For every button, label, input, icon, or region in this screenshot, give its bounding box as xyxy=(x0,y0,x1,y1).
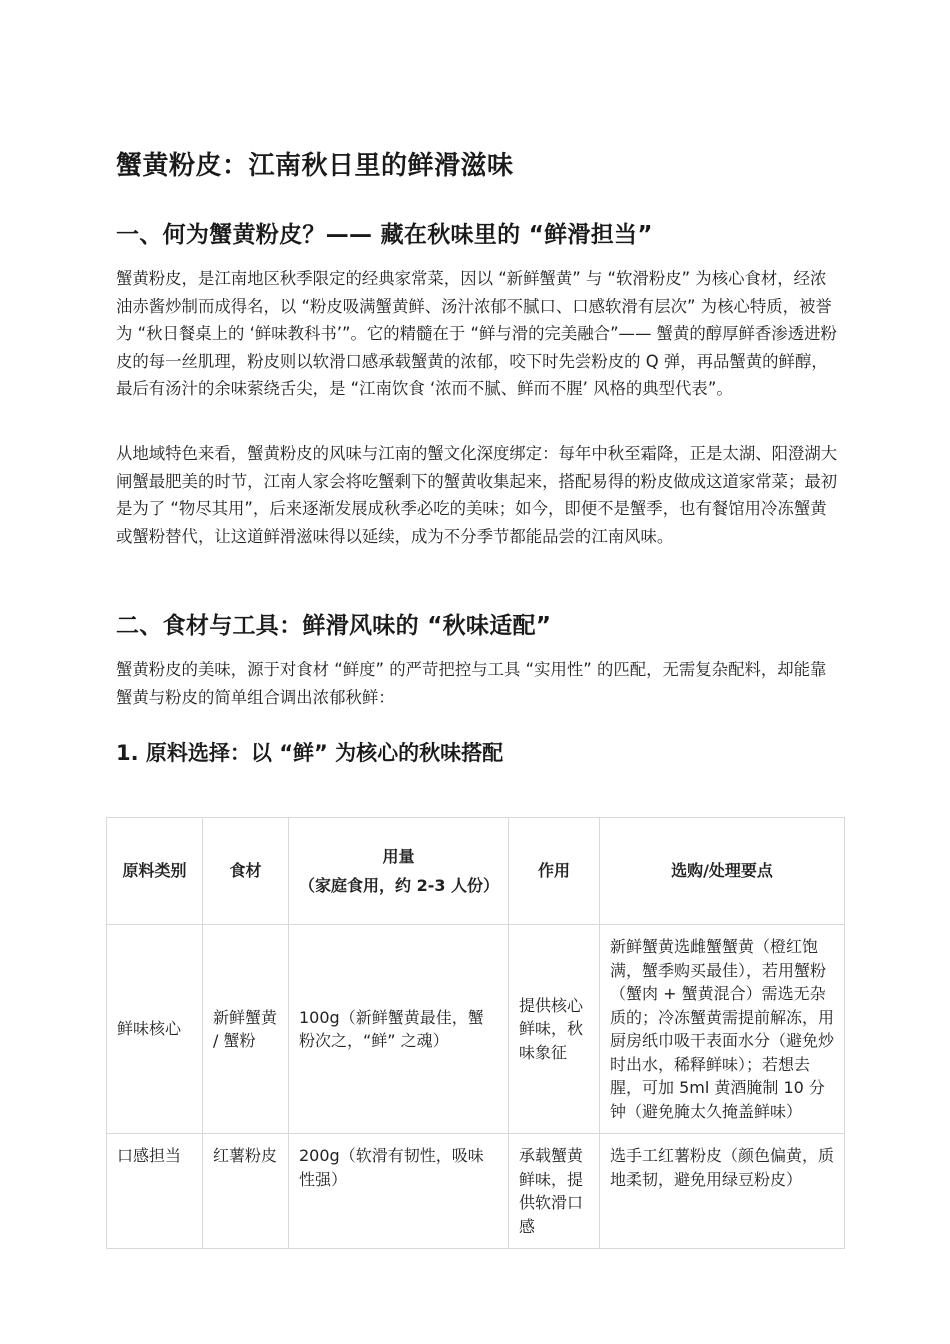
header-amount-line2: （家庭食用，约 2-3 人份） xyxy=(299,876,500,895)
cell-amount: 100g（新鲜蟹黄最佳，蟹粉次之，“鲜” 之魂） xyxy=(289,925,509,1134)
cell-role: 承载蟹黄鲜味，提供软滑口感 xyxy=(509,1134,600,1249)
section-1-paragraph-1: 蟹黄粉皮，是江南地区秋季限定的经典家常菜，因以 “新鲜蟹黄” 与 “软滑粉皮” 为核心食材，经浓油赤酱炒制而成得名，以 “粉皮吸满蟹黄鲜、汤汁浓郁不腻口、口感软滑有层次” 为核心特质，被誉为 “秋日餐桌上的 ‘鲜味教科书’”。它的精髓在于 “鲜与滑的完美融合”—— 蟹黄的醇厚鲜香渗透进粉皮的每一丝肌理，粉皮则以软滑口感承载蟹黄的浓郁，咬下时先尝粉皮的 Q 弹，再品蟹黄的鲜醇，最后有汤汁的余味萦绕舌尖，是 “江南饮食 ‘浓而不腻、鲜而不腥’ 风格的典型代表”。 xyxy=(116,269,837,399)
header-amount xyxy=(289,818,509,925)
cell-ingredient: 红薯粉皮 xyxy=(203,1134,289,1249)
header-role: 作用 xyxy=(509,818,600,925)
ingredients-table xyxy=(106,817,845,1249)
table-row xyxy=(107,925,845,1134)
header-ingredient: 食材 xyxy=(203,818,289,925)
cell-amount: 200g（软滑有韧性，吸味性强） xyxy=(289,1134,509,1249)
cell-category: 鲜味核心 xyxy=(107,925,203,1134)
cell-ingredient: 新鲜蟹黄 / 蟹粉 xyxy=(203,925,289,1134)
header-category: 原料类别 xyxy=(107,818,203,925)
header-tips: 选购/处理要点 xyxy=(600,818,845,925)
cell-category: 口感担当 xyxy=(107,1134,203,1249)
header-amount-line1: 用量 xyxy=(382,846,415,866)
cell-tips: 选手工红薯粉皮（颜色偏黄，质地柔韧，避免用绿豆粉皮） xyxy=(600,1134,845,1249)
section-2-paragraph-1: 蟹黄粉皮的美味，源于对食材 “鲜度” 的严苛把控与工具 “实用性” 的匹配，无需复杂配料，却能靠蟹黄与粉皮的简单组合调出浓郁秋鲜： xyxy=(116,660,827,707)
section-1-heading: 一、何为蟹黄粉皮？—— 藏在秋味里的 “鲜滑担当” xyxy=(116,222,653,248)
section-1-paragraph-2: 从地域特色来看，蟹黄粉皮的风味与江南的蟹文化深度绑定：每年中秋至霜降，正是太湖、阳澄湖大闸蟹最肥美的时节，江南人家会将吃蟹剩下的蟹黄收集起来，搭配易得的粉皮做成这道家常菜；最初是为了 “物尽其用”，后来逐渐发展成秋季必吃的美味；如今，即便不是蟹季，也有餐馆用冷冻蟹黄或蟹粉替代，让这道鲜滑滋味得以延续，成为不分季节都能品尝的江南风味。 xyxy=(116,444,838,546)
subsection-1-heading: 1. 原料选择：以 “鲜” 为核心的秋味搭配 xyxy=(116,741,504,765)
page-title: 蟹黄粉皮：江南秋日里的鲜滑滋味 xyxy=(116,151,514,181)
cell-tips: 新鲜蟹黄选雌蟹蟹黄（橙红饱满，蟹季购买最佳），若用蟹粉（蟹肉 + 蟹黄混合）需选无杂质的；冷冻蟹黄需提前解冻，用厨房纸巾吸干表面水分（避免炒时出水，稀释鲜味）；若想去腥，可加 5ml 黄酒腌制 10 分钟（避免腌太久掩盖鲜味） xyxy=(600,925,845,1134)
table-header-row xyxy=(107,818,845,925)
table-row xyxy=(107,1134,845,1249)
cell-role: 提供核心鲜味，秋味象征 xyxy=(509,925,600,1134)
section-2-heading: 二、食材与工具：鲜滑风味的 “秋味适配” xyxy=(116,613,552,639)
